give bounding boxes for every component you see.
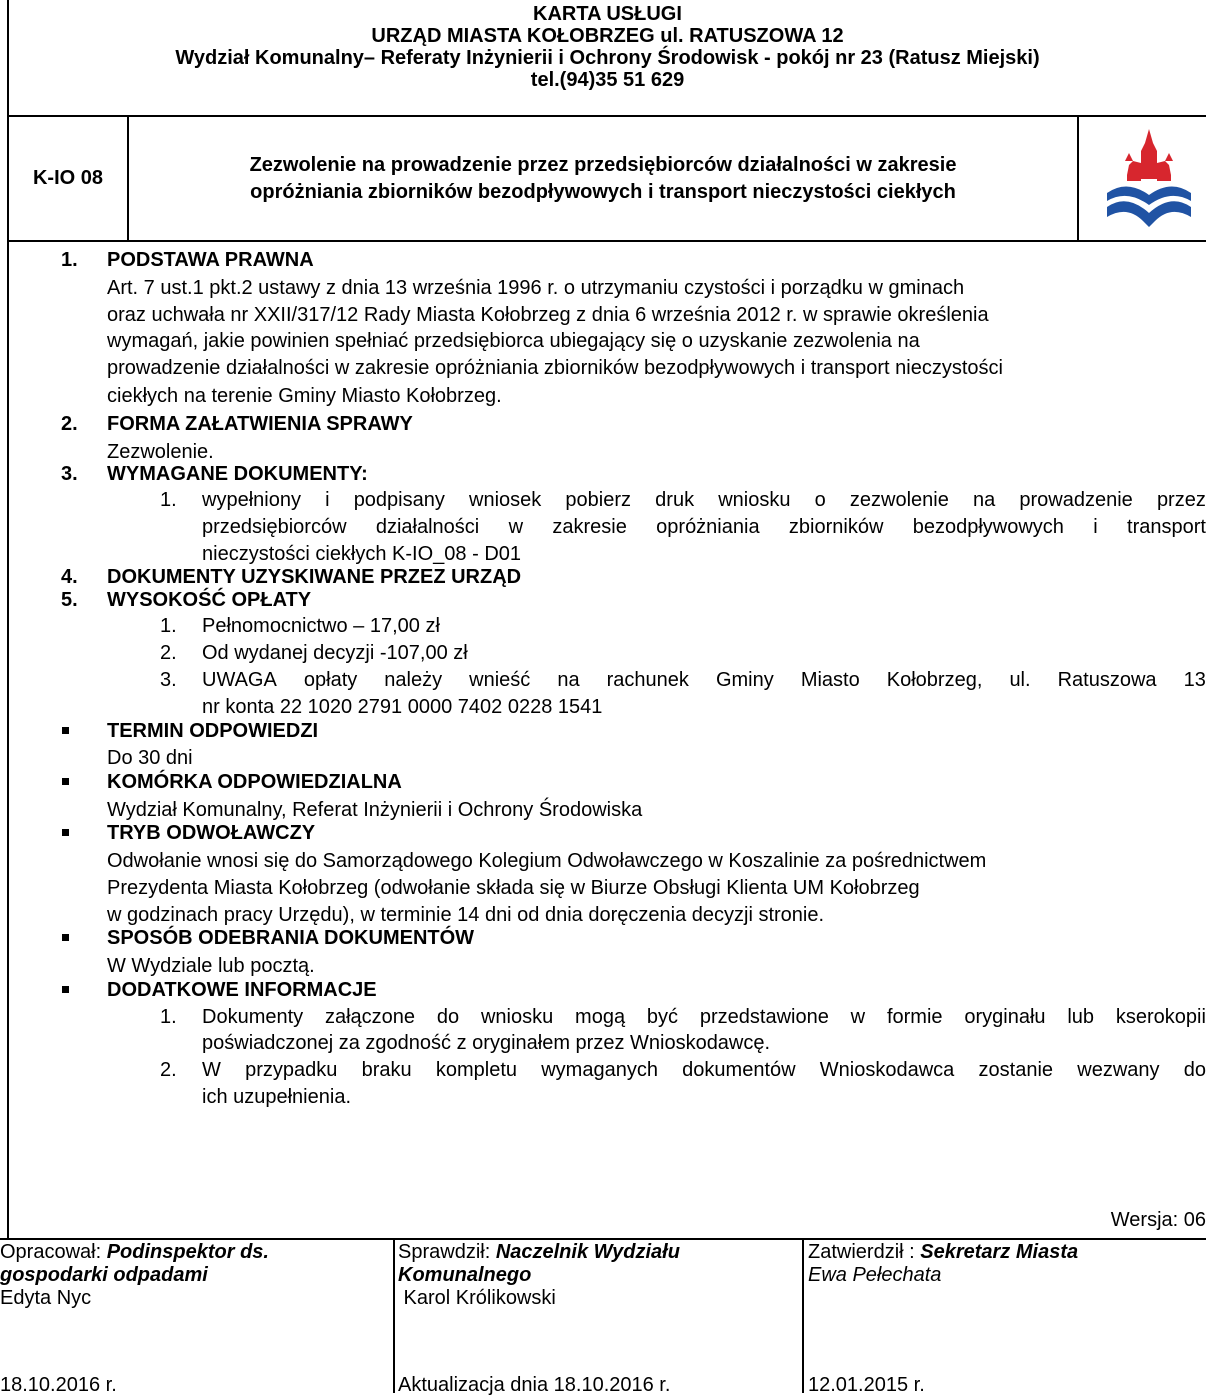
justified-word: przez (1156, 489, 1206, 511)
justified-word: kserokopii (1115, 1006, 1206, 1028)
justified-word: przypadku (245, 1059, 338, 1081)
justified-word: pobierz (565, 489, 632, 511)
section-5-item-1-number: 1. (160, 615, 177, 637)
square-bullet-icon (62, 986, 69, 993)
section-response-time-heading: TERMIN ODPOWIEDZI (107, 720, 319, 742)
section-additional-item-1-number: 1. (160, 1006, 177, 1028)
justified-word: Kołobrzeg, (886, 669, 983, 691)
logo-wave-bottom (1107, 201, 1191, 227)
square-bullet-icon (62, 778, 69, 785)
justified-word: Gminy (715, 669, 774, 691)
justified-word: Miasto (800, 669, 860, 691)
justified-word: wnieść (469, 669, 531, 691)
section-appeal-text-line: w godzinach pracy Urzędu), w terminie 14 dni od dnia doręczenia decyzji stronie. (107, 904, 825, 926)
section-2-heading: FORMA ZAŁATWIENIA SPRAWY (107, 413, 413, 435)
justified-word: zostanie (978, 1059, 1054, 1081)
header-title: KARTA USŁUGI (533, 3, 682, 25)
justified-word: wypełniony (202, 489, 301, 511)
section-3-item-line-2 (202, 516, 1206, 538)
justified-word: być (646, 1006, 679, 1028)
justified-word: formie (886, 1006, 943, 1028)
square-bullet-icon (62, 829, 69, 836)
section-1-text-line: ciekłych na terenie Gminy Miasto Kołobrzeg. (107, 385, 502, 407)
prepared-by-date: 18.10.2016 r. (0, 1374, 117, 1396)
checked-by-date: Aktualizacja dnia 18.10.2016 r. (398, 1374, 671, 1396)
prepared-by-role: Podinspektor ds. (106, 1241, 269, 1263)
card-code: K-IO 08 (9, 117, 129, 240)
logo-spire-right (1165, 153, 1173, 161)
justified-word: zezwolenie (849, 489, 949, 511)
checked-by-role: Naczelnik Wydziału (495, 1241, 680, 1263)
section-5-heading: WYSOKOŚĆ OPŁATY (107, 589, 312, 611)
justified-word: opłaty (303, 669, 358, 691)
section-5-item-2: Od wydanej decyzji -107,00 zł (202, 642, 468, 664)
section-appeal-heading: TRYB ODWOŁAWCZY (107, 822, 316, 844)
footer-checked-by (396, 1240, 804, 1396)
justified-word: oryginału (964, 1006, 1046, 1028)
section-4-heading: DOKUMENTY UZYSKIWANE PRZEZ URZĄD (107, 566, 522, 588)
card-title-line-1: Zezwolenie na prowadzenie przez przedsiębiorców działalności w zakresie (249, 153, 957, 176)
section-1-text-line: oraz uchwała nr XXII/317/12 Rady Miasta Kołobrzeg z dnia 6 września 2012 r. w sprawie określenia (107, 304, 989, 326)
logo-tower-shape (1127, 129, 1171, 181)
footer-prepared-by (0, 1240, 395, 1396)
square-bullet-icon (62, 934, 69, 941)
approved-by-date: 12.01.2015 r. (808, 1374, 925, 1396)
justified-word: W (202, 1059, 221, 1081)
justified-word: wniosku (718, 489, 791, 511)
justified-word: zakresie (552, 516, 627, 538)
justified-word: do (1183, 1059, 1206, 1081)
approved-by-name: Ewa Pełechata (808, 1264, 942, 1286)
version-label: Wersja: 06 (1110, 1209, 1206, 1231)
justified-word: ul. (1009, 669, 1031, 691)
checked-by-role-cont: Komunalnego (398, 1264, 532, 1286)
justified-word: podpisany (353, 489, 445, 511)
section-1-heading: PODSTAWA PRAWNA (107, 249, 314, 271)
section-additional-item-2-line-1 (202, 1059, 1206, 1081)
section-2-text: Zezwolenie. (107, 441, 214, 463)
logo-graphic (1079, 117, 1206, 240)
header-office: URZĄD MIASTA KOŁOBRZEG ul. RATUSZOWA 12 (371, 25, 844, 47)
section-responsible-unit-text: Wydział Komunalny, Referat Inżynierii i Ochrony Środowiska (107, 799, 643, 821)
justified-word: wezwany (1077, 1059, 1160, 1081)
checked-by-label: Sprawdził: (398, 1241, 496, 1263)
justified-word: przedstawione (699, 1006, 829, 1028)
approval-footer (0, 1238, 1206, 1396)
prepared-by-role-cont: gospodarki odpadami (0, 1264, 208, 1286)
justified-word: Dokumenty (202, 1006, 304, 1028)
justified-word: braku (361, 1059, 412, 1081)
section-5-item-2-number: 2. (160, 642, 177, 664)
card-title-row (7, 117, 1206, 242)
justified-word: o (814, 489, 826, 511)
section-additional-item-2-number: 2. (160, 1059, 177, 1081)
prepared-by-label: Opracował: (0, 1241, 107, 1263)
justified-word: kompletu (435, 1059, 518, 1081)
section-pickup-text: W Wydziale lub pocztą. (107, 955, 315, 977)
justified-word: lub (1067, 1006, 1095, 1028)
approved-by-label: Zatwierdził : (808, 1241, 921, 1263)
justified-word: i (1093, 516, 1098, 538)
section-2-number: 2. (61, 413, 78, 435)
justified-word: dokumentów (682, 1059, 796, 1081)
section-3-heading: WYMAGANE DOKUMENTY: (107, 463, 368, 485)
document-header (7, 0, 1206, 117)
justified-word: załączone (324, 1006, 416, 1028)
justified-word: UWAGA (202, 669, 277, 691)
justified-word: transport (1127, 516, 1206, 538)
justified-word: wniosku (480, 1006, 554, 1028)
justified-word: opróżniania (656, 516, 760, 538)
section-3-item-line-3: nieczystości ciekłych K-IO_08 - D01 (202, 543, 522, 565)
card-title (129, 117, 1079, 240)
section-additional-item-2-line-2: ich uzupełnienia. (202, 1086, 351, 1108)
justified-word: prowadzenie (1019, 489, 1133, 511)
section-responsible-unit-heading: KOMÓRKA ODPOWIEDZIALNA (107, 771, 402, 793)
prepared-by-name: Edyta Nyc (0, 1287, 92, 1309)
justified-word: na (557, 669, 580, 691)
justified-word: wniosek (469, 489, 542, 511)
justified-word: 13 (1183, 669, 1206, 691)
section-4-number: 4. (61, 566, 78, 588)
header-phone: tel.(94)35 51 629 (530, 69, 685, 91)
justified-word: druk (655, 489, 695, 511)
kolobrzeg-coat-of-arms-icon (1079, 117, 1206, 240)
section-1-text-line: wymagań, jakie powinien spełniać przedsiębiorca ubiegający się o uzyskanie zezwolenia na (107, 330, 920, 352)
justified-word: na (972, 489, 996, 511)
square-bullet-icon (62, 727, 69, 734)
justified-word: rachunek (606, 669, 689, 691)
justified-word: przedsiębiorców (202, 516, 347, 538)
section-1-text-line: prowadzenie działalności w zakresie opróżniania zbiorników bezodpływowych i transport nieczystości (107, 357, 1003, 379)
section-pickup-heading: SPOSÓB ODEBRANIA DOKUMENTÓW (107, 927, 475, 949)
justified-word: Wnioskodawca (819, 1059, 955, 1081)
section-appeal-text-line: Prezydenta Miasta Kołobrzeg (odwołanie składa się w Biurze Obsługi Klienta UM Kołobrzeg (107, 877, 920, 899)
justified-word: w (850, 1006, 866, 1028)
logo-spire-left (1125, 153, 1133, 161)
section-additional-item-1-line-2: poświadczonej za zgodność z oryginałem przez Wnioskodawcę. (202, 1032, 771, 1054)
section-5-number: 5. (61, 589, 78, 611)
justified-word: do (436, 1006, 460, 1028)
section-3-item-number: 1. (160, 489, 177, 511)
justified-word: należy (384, 669, 443, 691)
approved-by-role: Sekretarz Miasta (920, 1241, 1079, 1263)
justified-word: działalności (375, 516, 480, 538)
section-5-item-1: Pełnomocnictwo – 17,00 zł (202, 615, 440, 637)
section-3-item-line-1 (202, 489, 1206, 511)
justified-word: w (508, 516, 524, 538)
section-additional-info-heading: DODATKOWE INFORMACJE (107, 979, 377, 1001)
footer-approved-by (806, 1240, 1206, 1396)
section-5-item-3-line-2: nr konta 22 1020 2791 0000 7402 0228 1541 (202, 696, 603, 718)
section-1-number: 1. (61, 249, 78, 271)
section-appeal-text-line: Odwołanie wnosi się do Samorządowego Kolegium Odwoławczego w Koszalinie za pośrednictwem (107, 850, 987, 872)
section-response-time-text: Do 30 dni (107, 747, 193, 769)
justified-word: wymaganych (541, 1059, 658, 1081)
justified-word: Ratuszowa (1057, 669, 1157, 691)
justified-word: bezodpływowych (912, 516, 1064, 538)
section-additional-item-1-line-1 (202, 1006, 1206, 1028)
section-5-item-3-line-1 (202, 669, 1206, 691)
header-department: Wydział Komunalny– Referaty Inżynierii i Ochrony Środowisk - pokój nr 23 (Ratusz Miejski) (175, 47, 1040, 69)
checked-by-name: Karol Królikowski (398, 1287, 556, 1309)
card-title-line-2: opróżniania zbiorników bezodpływowych i transport nieczystości ciekłych (250, 180, 956, 203)
section-1-text-line: Art. 7 ust.1 pkt.2 ustawy z dnia 13 września 1996 r. o utrzymaniu czystości i porządku w gminach (107, 277, 965, 299)
section-5-item-3-number: 3. (160, 669, 177, 691)
section-3-number: 3. (61, 463, 78, 485)
justified-word: zbiorników (788, 516, 884, 538)
justified-word: mogą (575, 1006, 626, 1028)
justified-word: i (325, 489, 330, 511)
